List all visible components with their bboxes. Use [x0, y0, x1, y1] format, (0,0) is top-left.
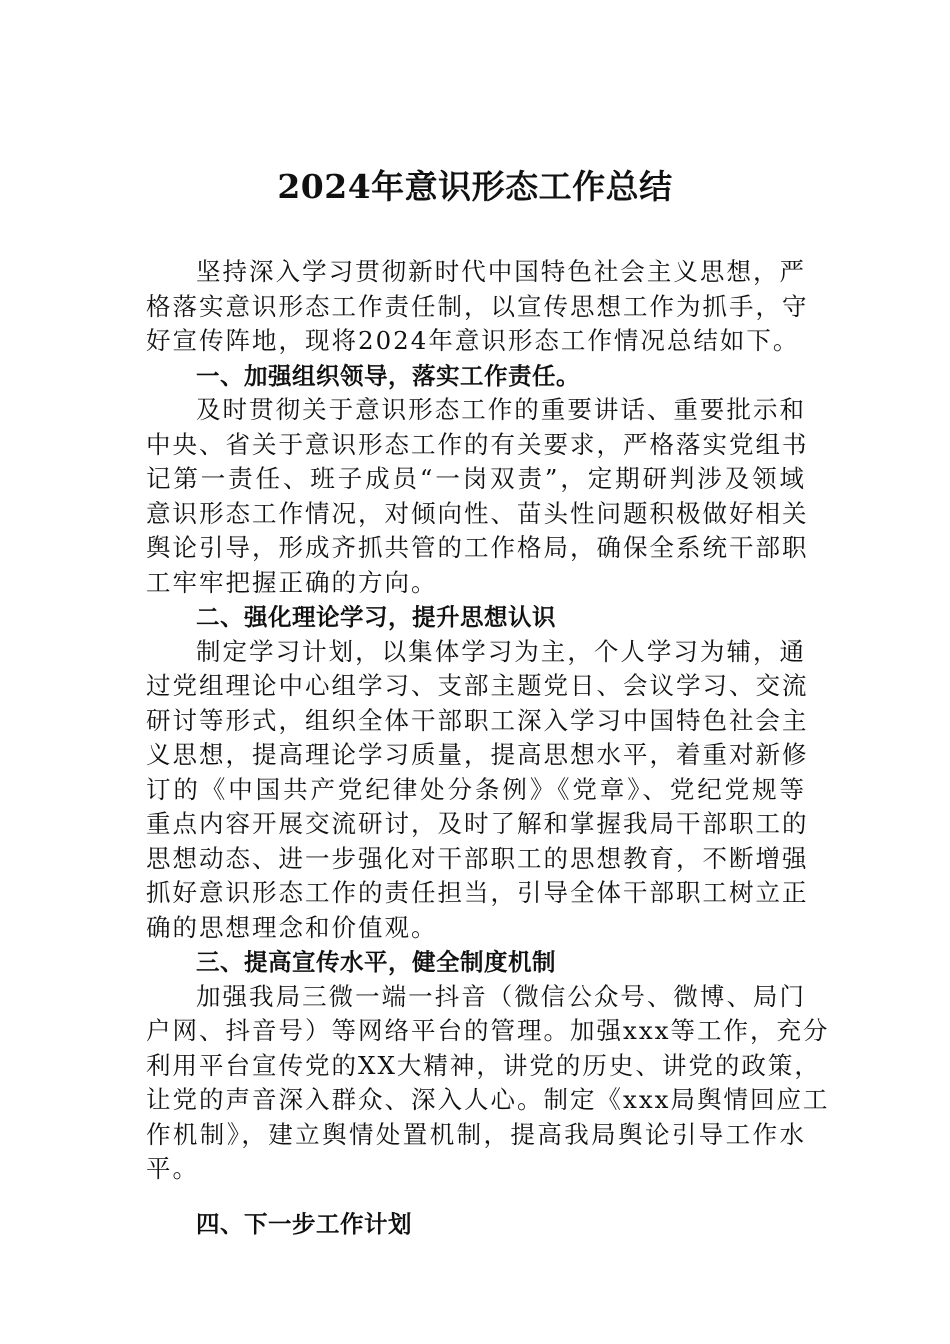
- paragraph-line: 利用平台宣传党的XX大精神，讲党的历史、讲党的政策，: [146, 1050, 821, 1080]
- paragraph-line: 格落实意识形态工作责任制，以宣传思想工作为抓手，守: [146, 291, 809, 321]
- paragraph-line: 好宣传阵地，现将2024年意识形态工作情况总结如下。: [146, 326, 800, 355]
- paragraph-line: 义思想，提高理论学习质量，提高思想水平，着重对新修: [146, 740, 809, 769]
- paragraph-line: 舆论引导，形成齐抓共管的工作格局，确保全系统干部职: [146, 533, 809, 562]
- paragraph-line: 加强我局三微一端一抖音（微信公众号、微博、局门: [196, 981, 806, 1011]
- paragraph-line: 制定学习计划，以集体学习为主，个人学习为辅，通: [196, 636, 806, 666]
- paragraph-line: 订的《中国共产党纪律处分条例》《党章》、党纪党规等: [146, 774, 806, 804]
- paragraph-line: 平。: [146, 1154, 199, 1183]
- section-heading-1: 一、加强组织领导，落实工作责任。: [196, 361, 580, 390]
- paragraph-line: 过党组理论中心组学习、支部主题党日、会议学习、交流: [146, 671, 809, 700]
- paragraph-line: 抓好意识形态工作的责任担当，引导全体干部职工树立正: [146, 878, 809, 907]
- paragraph-line: 重点内容开展交流研讨，及时了解和掌握我局干部职工的: [146, 809, 809, 838]
- paragraph-line: 意识形态工作情况，对倾向性、苗头性问题积极做好相关: [146, 498, 809, 528]
- document-body: [146, 255, 830, 1241]
- section-heading-3: 三、提高宣传水平，健全制度机制: [196, 948, 556, 976]
- section-heading-4: 四、下一步工作计划: [196, 1209, 412, 1238]
- paragraph-line: 让党的声音深入群众、深入人心。制定《xxx局舆情回应工: [146, 1085, 830, 1114]
- paragraph-line: 作机制》，建立舆情处置机制，提高我局舆论引导工作水: [146, 1119, 806, 1149]
- paragraph-line: 确的思想理念和价值观。: [146, 912, 438, 942]
- paragraph-line: 及时贯彻关于意识形态工作的重要讲话、重要批示和: [196, 395, 806, 424]
- paragraph-line: 记第一责任、班子成员“一岗双责”，定期研判涉及领域: [146, 464, 806, 493]
- spacer: [146, 1187, 806, 1207]
- paragraph-line: 研讨等形式，组织全体干部职工深入学习中国特色社会主: [146, 705, 809, 735]
- paragraph-line: 户网、抖音号）等网络平台的管理。加强xxx等工作，充分: [146, 1016, 830, 1045]
- paragraph-line: 工牢牢把握正确的方向。: [146, 567, 438, 597]
- section-heading-2: 二、强化理论学习，提升思想认识: [196, 603, 556, 631]
- paragraph-line: 中央、省关于意识形态工作的有关要求，严格落实党组书: [146, 429, 809, 459]
- document-title: 2024年意识形态工作总结: [277, 167, 673, 206]
- paragraph-line: 坚持深入学习贯彻新时代中国特色社会主义思想，严: [196, 257, 806, 286]
- paragraph-line: 思想动态、进一步强化对干部职工的思想教育，不断增强: [146, 843, 809, 873]
